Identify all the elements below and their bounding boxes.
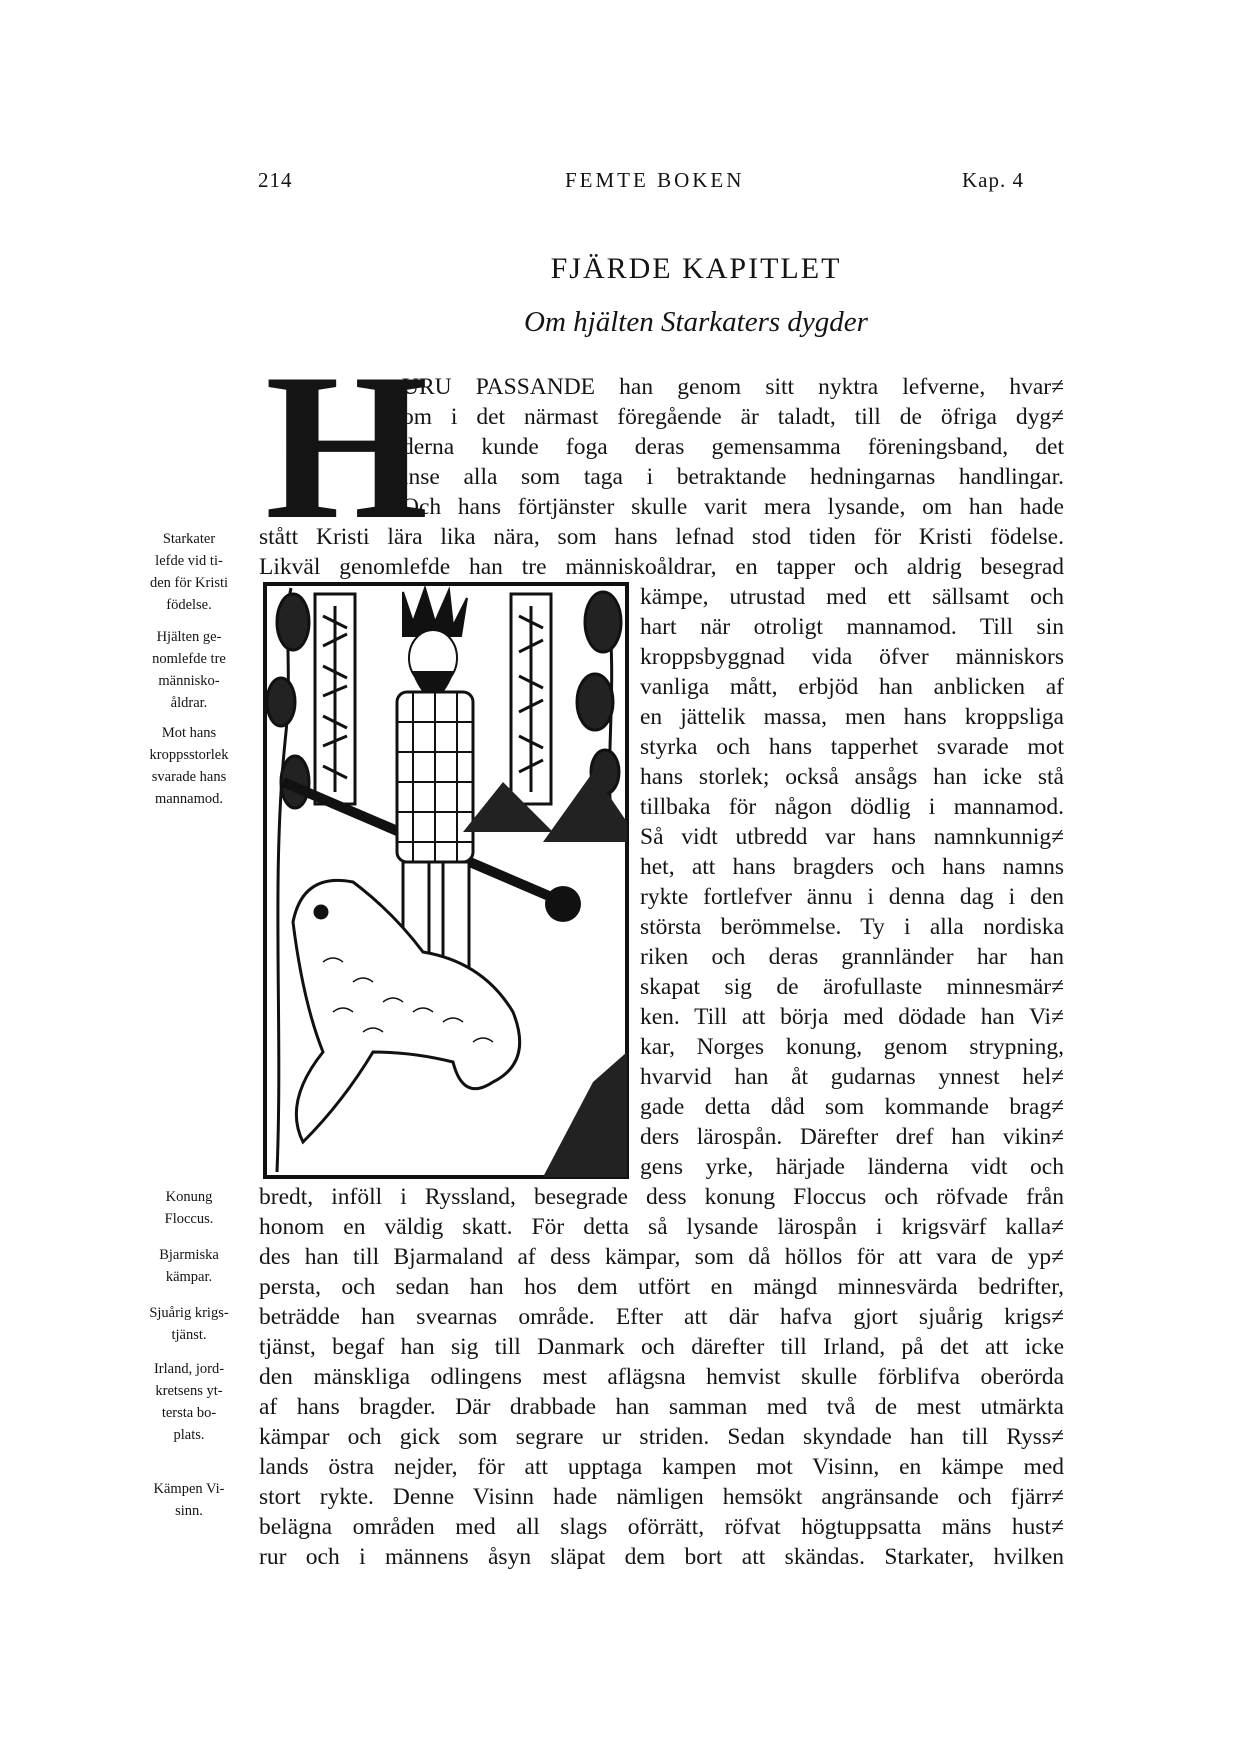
body-line: ders lärospån. Därefter dref han vikin≠ (640, 1124, 1064, 1150)
sidenote-line: födelse. (166, 597, 212, 613)
body-line: Likväl genomlefde han tre människoåldrar, en tapper och aldrig besegrad (259, 554, 1064, 580)
body-line: hans storlek; också ansågs han icke stå (640, 764, 1064, 790)
sidenote-mannamod (115, 722, 263, 810)
body-line: kar, Norges konung, genom strypning, (640, 1034, 1064, 1060)
sidenote-line: plats. (173, 1427, 205, 1443)
sidenote-starkater (115, 528, 263, 616)
body-line: URU PASSANDE han genom sitt nyktra lefverne, hvar≠ (402, 374, 1064, 400)
body-line: rur och i männens åsyn släpat dem bort att skändas. Starkater, hvilken (259, 1544, 1064, 1570)
body-line: des han till Bjarmaland af dess kämpar, som då höllos för att vara de yp≠ (259, 1244, 1064, 1270)
body-line: om i det närmast föregående är taladt, till de öfriga dyg≠ (402, 404, 1064, 430)
body-line: den mänskliga odlingens mest aflägsna hemvist skulle förblifva oberörda (259, 1364, 1064, 1390)
body-line: gade detta dåd som kommande brag≠ (640, 1094, 1064, 1120)
body-line: beträdde han svearnas område. Efter att där hafva gjort sjuårig krigs≠ (259, 1304, 1064, 1330)
body-line: hvarvid han åt gudarnas ynnest hel≠ (640, 1064, 1064, 1090)
sidenote-line: åldrar. (170, 695, 208, 711)
body-line: tillbaka för någon dödlig i mannamod. (640, 794, 1064, 820)
sidenote-line: Konung (165, 1189, 213, 1205)
sidenote-line: tersta bo- (161, 1405, 217, 1421)
sidenote-line: svarade hans (151, 769, 227, 785)
sidenote-line: kroppsstorlek (149, 747, 229, 763)
body-line: största berömmelse. Ty i alla nordiska (640, 914, 1064, 940)
page-number: 214 (258, 168, 293, 192)
body-line: kroppsbyggnad vida öfver människors (640, 644, 1064, 670)
sidenote-visinn (115, 1478, 263, 1522)
sidenote-line: Sjuårig krigs- (149, 1305, 229, 1321)
body-line: honom en väldig skatt. För detta så lysande lärospån i krigsvärf kalla≠ (259, 1214, 1064, 1240)
chapter-title-text: FJÄRDE KAPITLET (550, 252, 842, 285)
body-line: Så vidt utbredd var hans namnkunnig≠ (640, 824, 1064, 850)
body-line: styrka och hans tapperhet svarade mot (640, 734, 1064, 760)
body-line: vanliga mått, erbjöd han anblicken af (640, 674, 1064, 700)
body-line: bredt, inföll i Ryssland, besegrade dess konung Floccus och röfvade från (259, 1184, 1064, 1210)
running-title: FEMTE BOKEN (565, 168, 745, 192)
body-line: inse alla som taga i betraktande hedningarnas handlingar. (402, 464, 1064, 490)
body-line: stått Kristi lära lika nära, som hans lefnad stod tiden för Kristi födelse. (259, 524, 1064, 550)
body-line: kämpar och gick som segrare ur striden. Sedan skyndade han till Ryss≠ (259, 1424, 1064, 1450)
chapter-title (0, 252, 1242, 286)
body-line: persta, och sedan han hos dem utfört en mängd minnesvärda bedrifter, (259, 1274, 1064, 1300)
body-line: derna kunde foga deras gemensamma föreningsband, det (402, 434, 1064, 460)
body-line: kämpe, utrustad med ett sällsamt och (640, 584, 1064, 610)
sidenote-bjarmiska (115, 1244, 263, 1288)
chapter-reference: Kap. 4 (962, 168, 1024, 192)
sidenote-manniskoaldrar (115, 626, 263, 714)
sidenote-krigstjanst (115, 1302, 263, 1346)
sidenote-line: tjänst. (171, 1327, 207, 1343)
body-line: Och hans förtjänster skulle varit mera lysande, om han hade (402, 494, 1064, 520)
sidenote-line: mannamod. (154, 791, 224, 807)
body-line: skapat sig de ärofullaste minnesmär≠ (640, 974, 1064, 1000)
body-line: rykte fortlefver ännu i denna dag i den (640, 884, 1064, 910)
sidenote-line: Starkater (162, 531, 216, 547)
body-line: stort rykte. Denne Visinn hade nämligen hemsökt angränsande och fjärr≠ (259, 1484, 1064, 1510)
rune-banner-left (315, 594, 355, 804)
body-line: af hans bragder. Där drabbade han samman med två de mest utmärkta (259, 1394, 1064, 1420)
body-line: riken och deras grannländer har han (640, 944, 1064, 970)
sidenote-line: Mot hans (161, 725, 217, 741)
sidenote-line: Bjarmiska (159, 1247, 219, 1263)
rune-banner-right (511, 594, 551, 804)
sidenote-line: Floccus. (164, 1211, 214, 1227)
sidenote-line: människo- (158, 673, 220, 689)
sidenote-line: Irland, jord- (153, 1361, 225, 1377)
body-line: belägna områden med all slags oförrätt, röfvat högtuppsatta mäns hust≠ (259, 1514, 1064, 1540)
woodcut-illustration (263, 582, 629, 1179)
drop-cap: H (265, 331, 429, 563)
body-line: lands östra nejder, för att upptaga kampen mot Visinn, en kämpe med (259, 1454, 1064, 1480)
sidenote-irland (115, 1358, 263, 1446)
sidenote-line: nomlefde tre (152, 651, 226, 667)
body-line: en jättelik massa, men hans kroppsliga (640, 704, 1064, 730)
body-line: gens yrke, härjade länderna vidt och (640, 1154, 1064, 1180)
sidenote-floccus (115, 1186, 263, 1230)
sidenote-line: lefde vid ti- (155, 553, 223, 569)
chapter-subtitle-text: Om hjälten Starkaters dygder (524, 306, 868, 338)
body-line: hart när otroligt mannamod. Till sin (640, 614, 1064, 640)
body-line: tjänst, begaf han sig till Danmark och därefter till Irland, på det att icke (259, 1334, 1064, 1360)
sidenote-line: Kämpen Vi- (153, 1481, 225, 1497)
sidenote-line: Hjälten ge- (156, 629, 222, 645)
sidenote-line: kämpar. (165, 1269, 213, 1285)
chapter-subtitle (0, 306, 1242, 339)
sidenote-line: kretsens yt- (155, 1383, 223, 1399)
sidenote-line: sinn. (175, 1503, 203, 1519)
body-line: ken. Till att börja med dödade han Vi≠ (640, 1004, 1064, 1030)
body-line: het, att hans bragders och hans namns (640, 854, 1064, 880)
club-head (545, 886, 581, 922)
sidenote-line: den för Kristi (149, 575, 229, 591)
